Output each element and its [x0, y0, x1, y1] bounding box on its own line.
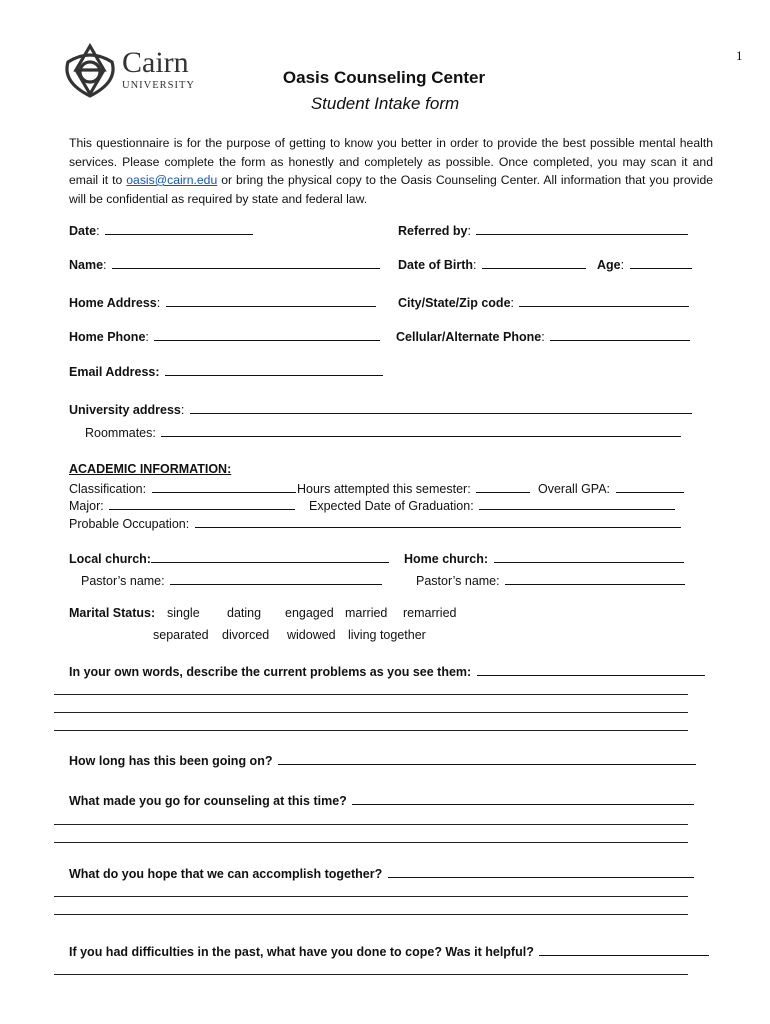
page-number: 1: [736, 48, 743, 63]
home-pastor-field[interactable]: Pastor’s name:: [416, 572, 685, 588]
marital-option[interactable]: engaged: [285, 606, 334, 620]
question-goals[interactable]: What do you hope that we can accomplish together?: [69, 865, 694, 881]
marital-option[interactable]: widowed: [287, 628, 336, 642]
answer-line[interactable]: [54, 896, 688, 897]
marital-status-label: Marital Status:: [69, 606, 156, 620]
gpa-field[interactable]: Overall GPA:: [538, 480, 684, 496]
dob-field[interactable]: Date of Birth:: [398, 256, 586, 272]
email-address-field[interactable]: Email Address:: [69, 363, 383, 379]
answer-line[interactable]: [54, 974, 688, 975]
cell-phone-field[interactable]: Cellular/Alternate Phone:: [396, 328, 690, 344]
home-phone-field[interactable]: Home Phone:: [69, 328, 380, 344]
logo-sub: UNIVERSITY: [122, 80, 195, 91]
occupation-field[interactable]: Probable Occupation:: [69, 515, 681, 531]
email-link[interactable]: oasis@cairn.edu: [126, 173, 218, 187]
local-pastor-field[interactable]: Pastor’s name:: [81, 572, 382, 588]
question-current-problems[interactable]: In your own words, describe the current problems as you see them:: [69, 663, 705, 679]
answer-line[interactable]: [54, 914, 688, 915]
question-coping[interactable]: If you had difficulties in the past, what have you done to cope? Was it helpful?: [69, 943, 709, 959]
academic-heading: ACADEMIC INFORMATION:: [69, 462, 232, 476]
name-field[interactable]: Name:: [69, 256, 380, 272]
major-field[interactable]: Major:: [69, 497, 295, 513]
age-field[interactable]: Age:: [597, 256, 692, 272]
intro-paragraph: This questionnaire is for the purpose of getting to know you better in order to provide the best possible mental health services. Please complete the form as honestly and completely as possible. Once completed, you may scan it and email it to oasis@cairn.edu or bring the physical copy to the Oasis Counseling Center. All information that you provide will be confidential as required by state and federal law.: [69, 136, 713, 206]
hours-field[interactable]: Hours attempted this semester:: [297, 480, 530, 496]
form-title: Oasis Counseling Center: [282, 68, 486, 87]
local-church-field[interactable]: Local church:: [69, 550, 389, 566]
home-address-field[interactable]: Home Address:: [69, 294, 376, 310]
referred-by-field[interactable]: Referred by:: [398, 222, 688, 238]
roommates-field[interactable]: Roommates:: [85, 424, 681, 440]
marital-option[interactable]: dating: [227, 606, 262, 620]
marital-option[interactable]: single: [167, 606, 200, 620]
marital-option[interactable]: separated: [153, 628, 209, 642]
marital-option[interactable]: married: [345, 606, 388, 620]
answer-line[interactable]: [54, 712, 688, 713]
marital-option[interactable]: remarried: [403, 606, 457, 620]
date-field[interactable]: Date:: [69, 222, 253, 238]
answer-line[interactable]: [54, 842, 688, 843]
home-church-field[interactable]: Home church:: [404, 550, 684, 566]
question-how-long[interactable]: How long has this been going on?: [69, 752, 696, 768]
marital-option[interactable]: living together: [348, 628, 426, 642]
answer-line[interactable]: [54, 730, 688, 731]
answer-line[interactable]: [54, 824, 688, 825]
classification-field[interactable]: Classification:: [69, 480, 296, 496]
city-state-zip-field[interactable]: City/State/Zip code:: [398, 294, 689, 310]
question-why-now[interactable]: What made you go for counseling at this time?: [69, 792, 694, 808]
logo-name: Cairn: [122, 46, 189, 79]
university-address-field[interactable]: University address:: [69, 401, 692, 417]
grad-date-field[interactable]: Expected Date of Graduation:: [309, 497, 675, 513]
answer-line[interactable]: [54, 694, 688, 695]
form-subtitle: Student Intake form: [310, 94, 460, 113]
marital-option[interactable]: divorced: [222, 628, 270, 642]
